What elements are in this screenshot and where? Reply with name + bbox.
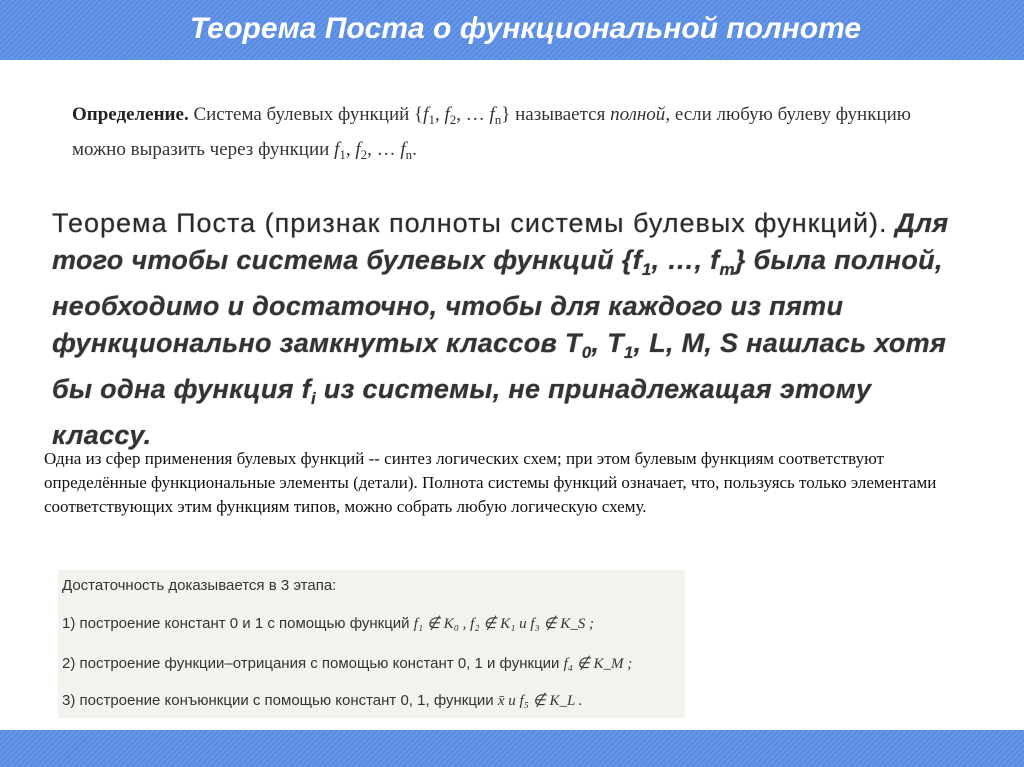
step-3 [62, 691, 583, 710]
definition-end-fn: f [400, 139, 406, 160]
definition-f2-sub: 2 [449, 112, 457, 127]
step-1 [62, 614, 594, 633]
application-paragraph: Одна из сфер применения булевых функций -- синтез логических схем; при этом булевым функциям соответствуют определённые функциональные элементы (детали). Полнота системы функций означает, что, пользуясь только элементами соответствующих этим функциям типов, можно собрать любую логическую схему. [44, 449, 937, 516]
theorem-block [52, 205, 952, 454]
definition-f1: f [423, 104, 429, 125]
theorem-body-f: из системы, не принадлежащая этому классу. [52, 374, 872, 450]
slide-title: Теорема Поста о функциональной полноте [190, 12, 862, 45]
step-2-math: f₄ ∉ K_M ; [563, 656, 633, 672]
definition-text-c: , если любую булеву функцию можно выразить через функции [72, 104, 911, 160]
definition-end-f2: f [355, 139, 361, 160]
theorem-body-e: , L, M, S нашлась хотя бы одна функция f [52, 328, 947, 404]
definition-end-dots: , … [367, 139, 401, 160]
definition-block: Определение. Система булевых функций {$f_1$, $f_2$, … $f_n$} называется полной, если любую булеву функцию можно выразить через функции $f_1$, $f_2$, … $f_n$. [72, 104, 911, 162]
theorem-sub-t1: 1 [623, 343, 634, 362]
proof-steps-box [58, 570, 685, 718]
theorem-body-a: Для того чтобы система булевых функций {f [52, 208, 949, 275]
theorem-body-c: } была полной, необходимо и достаточно, чтобы для каждого из пяти функционально замкнутых классов T [52, 245, 943, 358]
definition-set-dots: , … [456, 104, 490, 125]
theorem-sub-0: 0 [581, 343, 592, 362]
definition-fn-sub: n [494, 112, 502, 127]
footer-bar [0, 730, 1024, 767]
definition-text-b: } называется [501, 104, 611, 125]
theorem-sub-1: 1 [641, 260, 652, 279]
definition-label: Определение. [72, 104, 189, 125]
definition-text-a: Система булевых функций { [188, 104, 424, 125]
theorem-lead: Теорема Поста (признак полноты системы булевых функций). [52, 208, 888, 238]
definition-end-f1-sub: 1 [339, 147, 346, 162]
step-2-text: 2) построение функции–отрицания с помощью констант 0, 1 и функции [62, 655, 564, 672]
definition-f1-sub: 1 [428, 112, 435, 127]
step-1-math: f₁ ∉ K₀ , f₂ ∉ K₁ и f₃ ∉ K_S ; [413, 616, 595, 632]
definition-italic-word: полной [610, 104, 666, 125]
definition-end-f2-sub: 2 [360, 147, 368, 162]
definition-end-fn-sub: n [405, 147, 413, 162]
theorem-sub-i: i [310, 389, 316, 408]
definition-end-period: . [412, 139, 417, 160]
step-3-math: x̄ и f₅ ∉ K_L . [497, 693, 583, 709]
theorem-sub-m: m [719, 260, 735, 279]
definition-end-f1: f [334, 139, 340, 160]
theorem-body-d: , T [591, 328, 624, 358]
theorem-body-b: , …, f [651, 245, 720, 275]
definition-fn: f [489, 104, 495, 125]
step-1-text: 1) построение констант 0 и 1 с помощью функций [62, 615, 414, 632]
step-2 [62, 654, 632, 673]
definition-f2: f [444, 104, 450, 125]
step-3-text: 3) построение конъюнкции с помощью констант 0, 1, функции [62, 692, 498, 709]
steps-intro: Достаточность доказывается в 3 этапа: [62, 577, 337, 594]
